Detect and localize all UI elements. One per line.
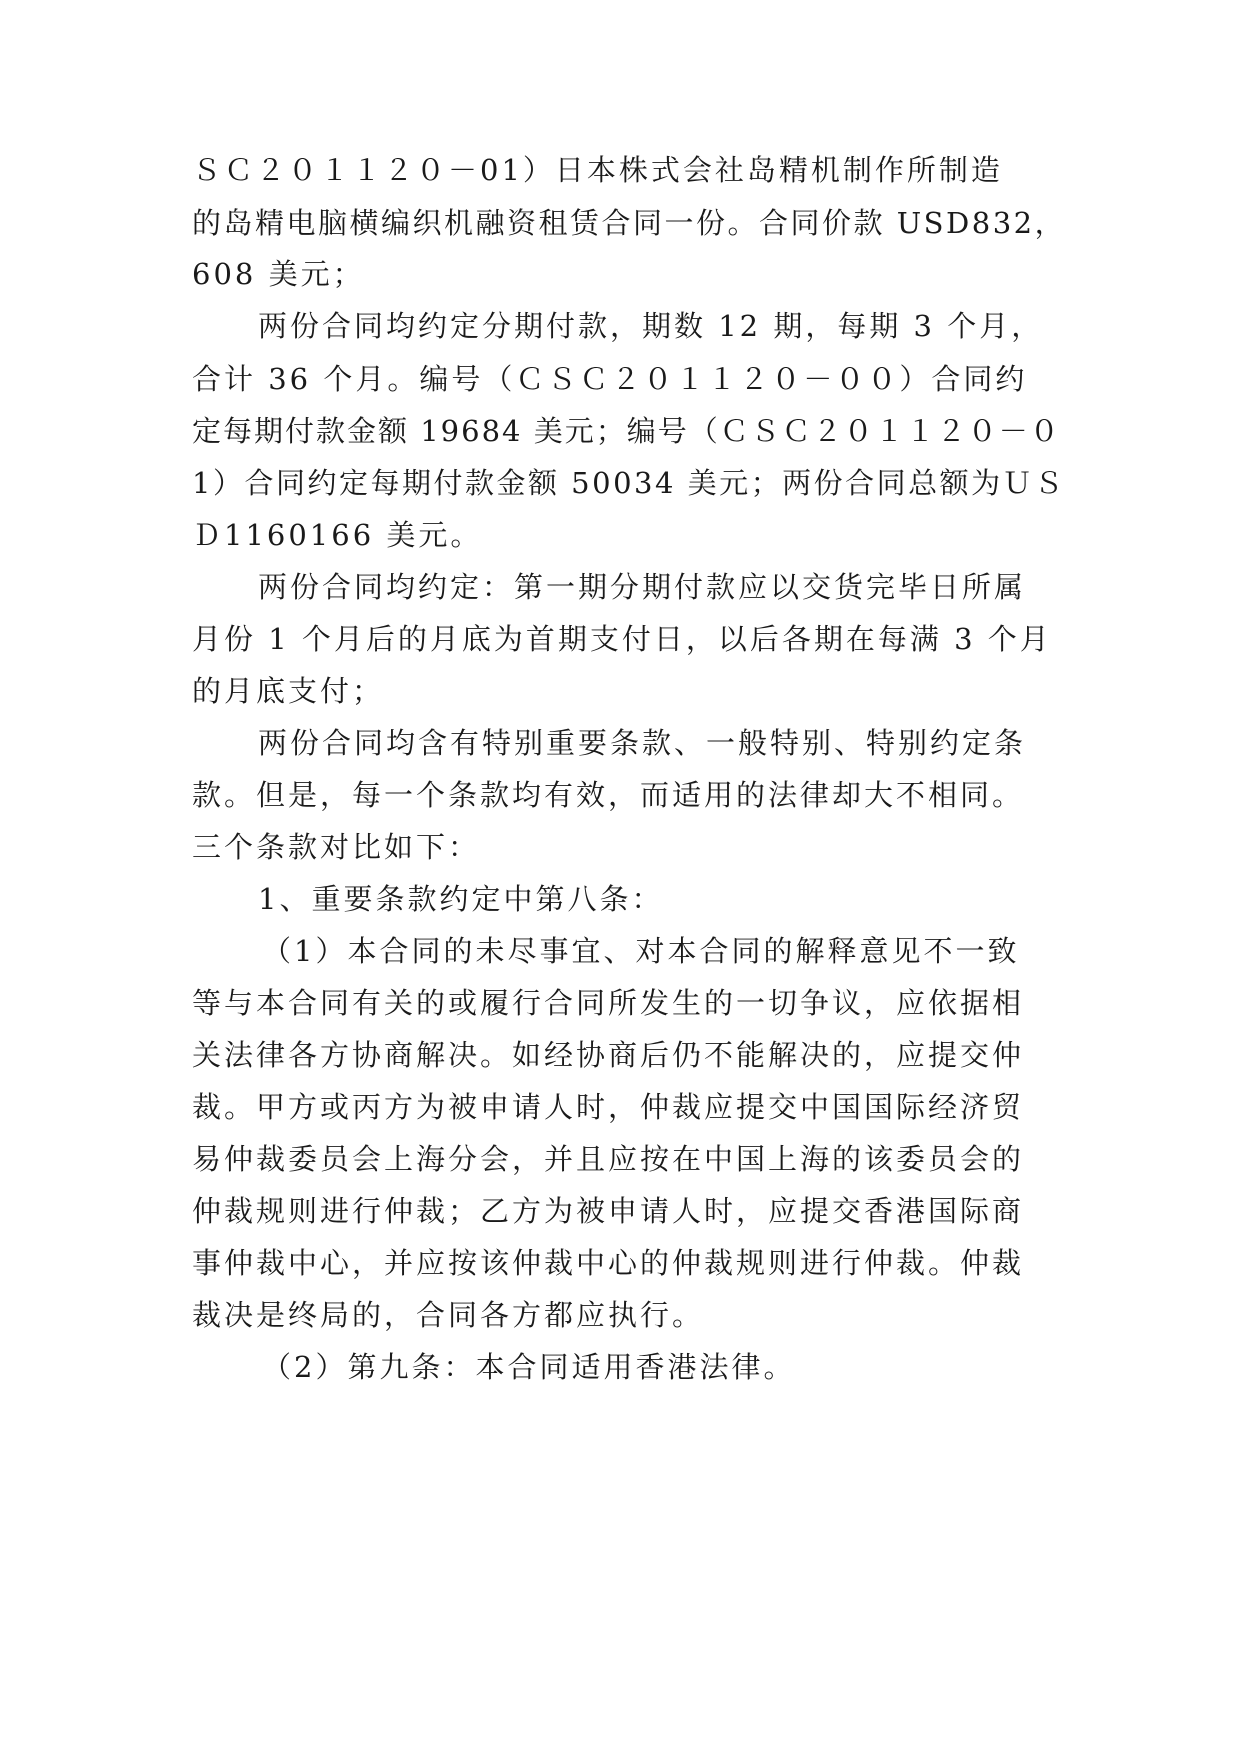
text-line: 事仲裁中心，并应按该仲裁中心的仲裁规则进行仲裁。仲裁 <box>192 1246 1025 1280</box>
text-line: 三个条款对比如下： <box>192 830 481 864</box>
text-line: 月份 1 个月后的月底为首期支付日，以后各期在每满 3 个月 <box>192 622 1052 656</box>
text-line: 等与本合同有关的或履行合同所发生的一切争议，应依据相 <box>192 986 1025 1020</box>
text-line: 两份合同均约定：第一期分期付款应以交货完毕日所属 <box>258 570 1027 604</box>
text-line: 合计 36 个月。编号（ＣＳＣ２０１１２０－００）合同约 <box>192 362 1028 396</box>
text-line: 两份合同均含有特别重要条款、一般特别、特别约定条 <box>258 726 1027 760</box>
text-line: ＳＣ２０１１２０－01）日本株式会社岛精机制作所制造 <box>192 153 1003 187</box>
text-line: 关法律各方协商解决。如经协商后仍不能解决的，应提交仲 <box>192 1038 1025 1072</box>
text-line: （1）本合同的未尽事宜、对本合同的解释意见不一致 <box>262 934 1020 968</box>
text-line: 两份合同均约定分期付款，期数 12 期，每期 3 个月， <box>258 309 1044 343</box>
text-line: 608 美元； <box>192 257 365 291</box>
text-line: 仲裁规则进行仲裁；乙方为被申请人时，应提交香港国际商 <box>192 1194 1025 1228</box>
text-line: （2）第九条：本合同适用香港法律。 <box>262 1350 796 1384</box>
text-line: 易仲裁委员会上海分会，并且应按在中国上海的该委员会的 <box>192 1142 1025 1176</box>
text-line: 款。但是，每一个条款均有效，而适用的法律却大不相同。 <box>192 778 1025 812</box>
text-line: 的月底支付； <box>192 674 385 708</box>
text-line: 1）合同约定每期付款金额 50034 美元；两份合同总额为ＵＳ <box>192 466 1066 500</box>
text-line: Ｄ1160166 美元。 <box>192 518 483 552</box>
text-line: 的岛精电脑横编织机融资租赁合同一份。合同价款 USD832， <box>192 206 1067 240</box>
text-line: 裁。甲方或丙方为被申请人时，仲裁应提交中国国际经济贸 <box>192 1090 1025 1124</box>
text-line: 1、重要条款约定中第八条： <box>258 882 664 916</box>
text-line: 裁决是终局的，合同各方都应执行。 <box>192 1298 705 1332</box>
text-line: 定每期付款金额 19684 美元；编号（ＣＳＣ２０１１２０－０ <box>192 414 1061 448</box>
